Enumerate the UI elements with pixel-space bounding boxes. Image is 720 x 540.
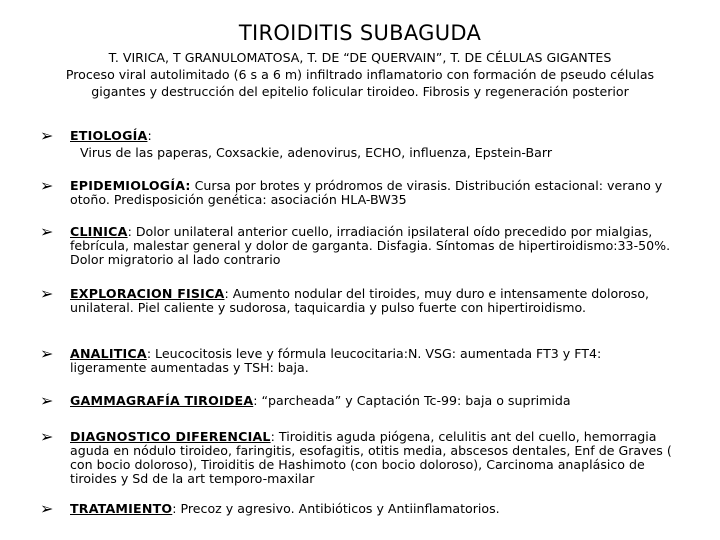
item-text: : Dolor unilateral anterior cuello, irradiación ipsilateral oído precedido por mialgias, febrícula, malestar general y dolor de garganta. Disfagia. Síntomas de hipertiroidismo:33-50%. Dolor migratorio al lado contrario (70, 224, 671, 267)
arrow-bullet-icon: ➢ (40, 222, 54, 241)
bullet-item-gammagrafia (40, 391, 680, 410)
item-label: EPIDEMIOLOGÍA: (70, 178, 191, 193)
bullet-item-analitica (40, 344, 680, 375)
item-label: CLINICA (70, 224, 128, 239)
intro-text (40, 49, 680, 100)
bullet-item-epidemiologia (40, 176, 680, 207)
bullet-item-tratamiento (40, 499, 680, 518)
item-text: : Leucocitosis leve y fórmula leucocitaria:N. VSG: aumentada FT3 y FT4: ligeramente aumentadas y TSH: baja. (70, 346, 602, 375)
bullet-item-diagnostico (40, 427, 680, 486)
arrow-bullet-icon: ➢ (40, 284, 54, 303)
item-text: : Precoz y agresivo. Antibióticos y Antiinflamatorios. (172, 501, 500, 516)
item-label: ANALITICA (70, 346, 147, 361)
arrow-bullet-icon: ➢ (40, 427, 54, 446)
item-text: : “parcheada” y Captación Tc-99: baja o suprimida (253, 393, 571, 408)
arrow-bullet-icon: ➢ (40, 391, 54, 410)
item-text: : Tiroiditis aguda piógena, celulitis ant del cuello, hemorragia aguda en nódulo tiroideo, faringitis, esofagitis, otitis media, abscesos dentales, Enf de Graves ( con bocio doloroso), Tiroiditis de Hashimoto (con bocio doloroso), Carcinoma anaplásico de tiroides y Sd de la art temporo-maxilar (70, 429, 672, 486)
item-text: Cursa por brotes y pródromos de virasis. Distribución estacional: verano y otoño. Predisposición genética: asociación HLA-BW35 (70, 178, 663, 207)
item-label: DIAGNOSTICO DIFERENCIAL (70, 429, 271, 444)
intro-synonyms: T. VIRICA, T GRANULOMATOSA, T. DE “DE QUERVAIN”, T. DE CÉLULAS GIGANTES (108, 50, 612, 65)
bullet-item-clinica (40, 222, 680, 267)
item-label: TRATAMIENTO (70, 501, 173, 516)
bullet-item-exploracion (40, 284, 680, 315)
intro-description: Proceso viral autolimitado (6 s a 6 m) infiltrado inflamatorio con formación de pseudo células gigantes y destrucción del epitelio folicular tiroideo. Fibrosis y regeneración posterior (65, 67, 655, 99)
item-label: EXPLORACION FISICA (70, 286, 225, 301)
item-label: ETIOLOGÍA (70, 128, 148, 143)
arrow-bullet-icon: ➢ (40, 176, 54, 195)
bullet-item-etiologia: ➢ ETIOLOGÍA: Virus de las paperas, Coxsackie, adenovirus, ECHO, influenza, Epstein-Barr (40, 129, 680, 160)
arrow-bullet-icon: ➢ (40, 126, 54, 145)
slide-title: TIROIDITIS SUBAGUDA (238, 21, 482, 45)
arrow-bullet-icon: ➢ (40, 344, 54, 363)
item-text: : Aumento nodular del tiroides, muy duro e intensamente doloroso, unilateral. Piel caliente y sudorosa, taquicardia y pulso fuerte con hipertiroidismo. (70, 286, 650, 315)
arrow-bullet-icon: ➢ (40, 499, 54, 518)
item-text: Virus de las paperas, Coxsackie, adenovirus, ECHO, influenza, Epstein-Barr (80, 145, 553, 160)
item-label: GAMMAGRAFÍA TIROIDEA (70, 393, 254, 408)
